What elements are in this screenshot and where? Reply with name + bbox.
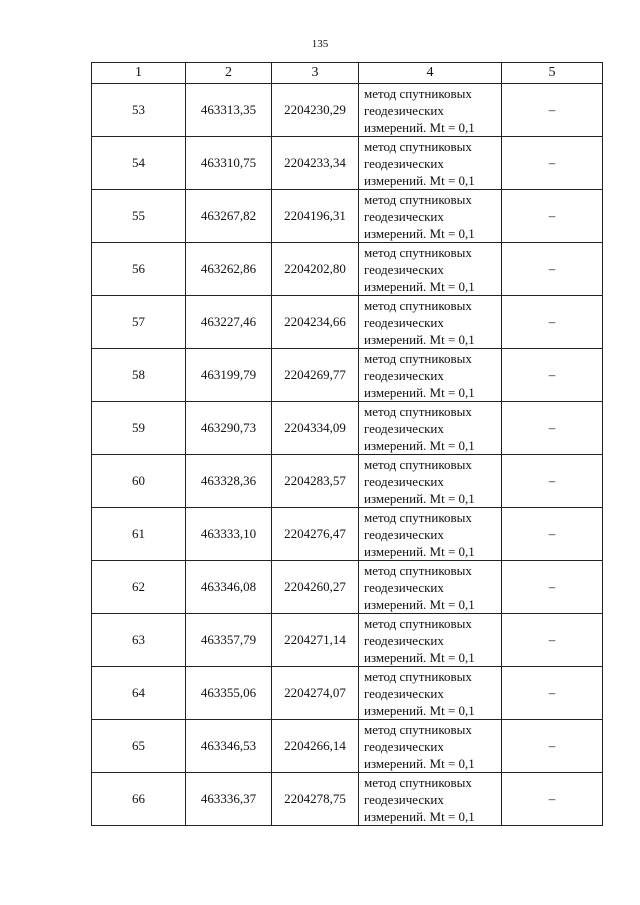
note-cell: – [502,190,603,243]
header-col-5: 5 [502,63,603,84]
method-cell: метод спутниковых геодезических измерений. Mt = 0,1 [359,402,502,455]
table-row [92,349,603,402]
point-number-cell: 57 [92,296,186,349]
point-number-cell: 55 [92,190,186,243]
point-number-cell: 61 [92,508,186,561]
header-col-4: 4 [359,63,502,84]
note-cell: – [502,614,603,667]
table-row [92,614,603,667]
method-cell: метод спутниковых геодезических измерений. Mt = 0,1 [359,84,502,137]
table-row [92,402,603,455]
note-cell: – [502,561,603,614]
x-coordinate-cell: 463328,36 [186,455,272,508]
point-number-cell: 60 [92,455,186,508]
method-cell: метод спутниковых геодезических измерений. Mt = 0,1 [359,243,502,296]
table-body [92,84,603,826]
note-cell: – [502,84,603,137]
page-number: 135 [311,38,329,50]
note-cell: – [502,349,603,402]
y-coordinate-cell: 2204278,75 [272,773,359,826]
y-coordinate-cell: 2204271,14 [272,614,359,667]
point-number-cell: 65 [92,720,186,773]
y-coordinate-cell: 2204283,57 [272,455,359,508]
point-number-cell: 53 [92,84,186,137]
method-cell: метод спутниковых геодезических измерений. Mt = 0,1 [359,349,502,402]
header-row [92,63,603,84]
y-coordinate-cell: 2204202,80 [272,243,359,296]
y-coordinate-cell: 2204334,09 [272,402,359,455]
table-row [92,296,603,349]
note-cell: – [502,137,603,190]
point-number-cell: 58 [92,349,186,402]
point-number-cell: 64 [92,667,186,720]
note-cell: – [502,243,603,296]
x-coordinate-cell: 463227,46 [186,296,272,349]
header-col-1: 1 [92,63,186,84]
method-cell: метод спутниковых геодезических измерений. Mt = 0,1 [359,773,502,826]
x-coordinate-cell: 463313,35 [186,84,272,137]
x-coordinate-cell: 463346,08 [186,561,272,614]
method-cell: метод спутниковых геодезических измерений. Mt = 0,1 [359,614,502,667]
y-coordinate-cell: 2204196,31 [272,190,359,243]
table-row [92,455,603,508]
method-cell: метод спутниковых геодезических измерений. Mt = 0,1 [359,561,502,614]
method-cell: метод спутниковых геодезических измерений. Mt = 0,1 [359,508,502,561]
y-coordinate-cell: 2204274,07 [272,667,359,720]
x-coordinate-cell: 463336,37 [186,773,272,826]
x-coordinate-cell: 463357,79 [186,614,272,667]
method-cell: метод спутниковых геодезических измерений. Mt = 0,1 [359,190,502,243]
table-row [92,720,603,773]
table-row [92,243,603,296]
note-cell: – [502,720,603,773]
point-number-cell: 63 [92,614,186,667]
point-number-cell: 59 [92,402,186,455]
note-cell: – [502,402,603,455]
x-coordinate-cell: 463290,73 [186,402,272,455]
table-row [92,667,603,720]
table-row [92,561,603,614]
y-coordinate-cell: 2204269,77 [272,349,359,402]
y-coordinate-cell: 2204230,29 [272,84,359,137]
note-cell: – [502,773,603,826]
point-number-cell: 62 [92,561,186,614]
table-row [92,190,603,243]
table-row [92,508,603,561]
table-row [92,84,603,137]
x-coordinate-cell: 463333,10 [186,508,272,561]
x-coordinate-cell: 463355,06 [186,667,272,720]
y-coordinate-cell: 2204233,34 [272,137,359,190]
y-coordinate-cell: 2204276,47 [272,508,359,561]
x-coordinate-cell: 463267,82 [186,190,272,243]
table-row [92,137,603,190]
x-coordinate-cell: 463262,86 [186,243,272,296]
note-cell: – [502,296,603,349]
point-number-cell: 56 [92,243,186,296]
table-row [92,773,603,826]
header-col-3: 3 [272,63,359,84]
point-number-cell: 66 [92,773,186,826]
header-col-2: 2 [186,63,272,84]
x-coordinate-cell: 463310,75 [186,137,272,190]
method-cell: метод спутниковых геодезических измерений. Mt = 0,1 [359,137,502,190]
note-cell: – [502,508,603,561]
note-cell: – [502,667,603,720]
point-number-cell: 54 [92,137,186,190]
x-coordinate-cell: 463346,53 [186,720,272,773]
y-coordinate-cell: 2204266,14 [272,720,359,773]
note-cell: – [502,455,603,508]
y-coordinate-cell: 2204260,27 [272,561,359,614]
coordinates-table [91,62,603,826]
method-cell: метод спутниковых геодезических измерений. Mt = 0,1 [359,720,502,773]
method-cell: метод спутниковых геодезических измерений. Mt = 0,1 [359,296,502,349]
table-header [92,63,603,84]
y-coordinate-cell: 2204234,66 [272,296,359,349]
method-cell: метод спутниковых геодезических измерений. Mt = 0,1 [359,667,502,720]
method-cell: метод спутниковых геодезических измерений. Mt = 0,1 [359,455,502,508]
x-coordinate-cell: 463199,79 [186,349,272,402]
